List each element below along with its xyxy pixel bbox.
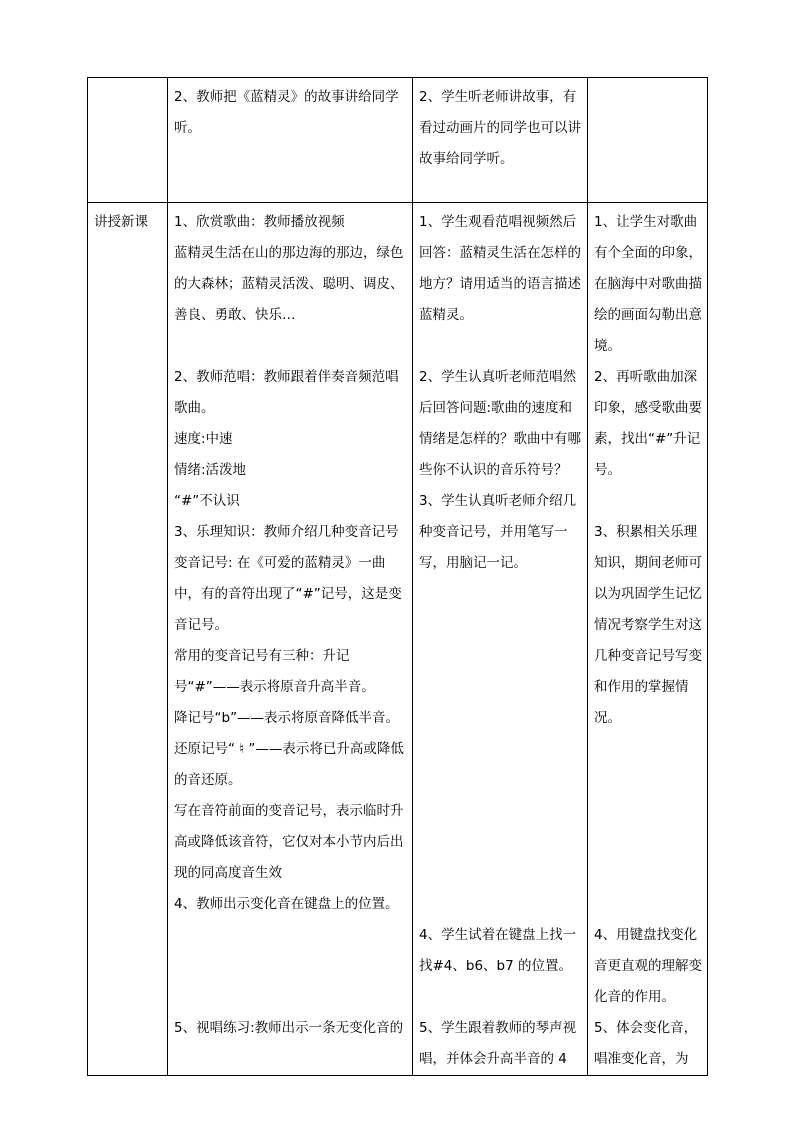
table-row (88, 203, 708, 1076)
teacher-activity-cell (168, 78, 413, 203)
paragraph: 写在音符前面的变音记号，表示临时升高或降低该音符，它仅对本小节内后出现的同高度音生效 (174, 803, 404, 881)
paragraph: 2、再听歌曲加深印象，感受歌曲要素，找出“#”升记号。 (594, 369, 702, 478)
paragraph (174, 331, 407, 362)
paragraph (594, 889, 702, 920)
paragraph (419, 827, 582, 858)
purpose-cell (588, 78, 708, 203)
paragraph (419, 982, 582, 1013)
paragraph (419, 610, 582, 641)
paragraph: “#”不认识 (174, 493, 240, 509)
paragraph: 蓝精灵生活在山的那边海的那边，绿色的大森林；蓝精灵活泼、聪明、调皮、善良、勇敢、快乐… (174, 245, 404, 323)
paragraph (594, 827, 702, 858)
paragraph (419, 765, 582, 796)
paragraph: 3、积累相关乐理知识，期间老师可以为巩固学生记忆情况考察学生对这几种变音记号写变和作用的掌握情况。 (594, 524, 702, 726)
paragraph: 3、学生认真听老师介绍几种变音记号，并用笔写一写，用脑记一记。 (419, 493, 577, 571)
section-cell (88, 203, 168, 1076)
paragraph: 还原记号“ ♮ ”——表示将已升高或降低的音还原。 (174, 741, 404, 788)
purpose-cell (588, 203, 708, 1076)
paragraph: 1、学生观看范唱视频然后回答：蓝精灵生活在怎样的地方？请用适当的语言描述蓝精灵。 (419, 214, 581, 323)
paragraph: 变音记号: 在《可爱的蓝精灵》一曲中，有的音符出现了“#”记号，这是变音记号。 (174, 555, 402, 633)
section-cell (88, 78, 168, 203)
paragraph: 5、体会变化音，唱准变化音，为 (594, 1020, 698, 1067)
section-label: 讲授新课 (94, 214, 148, 230)
teacher-text: 2、教师把《蓝精灵》的故事讲给同学听。 (174, 89, 399, 136)
lesson-plan-table (87, 77, 708, 1076)
paragraph (594, 858, 702, 889)
paragraph: 2、学生认真听老师范唱然后回答问题:歌曲的速度和情绪是怎样的？歌曲中有哪些你不认识的音乐符号？ (419, 369, 581, 478)
paragraph: 情绪:活泼地 (174, 462, 247, 478)
paragraph (419, 858, 582, 889)
paragraph (594, 486, 702, 517)
paragraph: 2、教师范唱：教师跟着伴奏音频范唱歌曲。 (174, 369, 399, 416)
paragraph: 5、学生跟着教师的琴声视唱，并体会升高半音的 4 (419, 1020, 577, 1067)
paragraph: 4、教师出示变化音在键盘上的位置。 (174, 896, 399, 912)
teacher-activity-cell (168, 203, 413, 1076)
paragraph (419, 579, 582, 610)
paragraph: 常用的变音记号有三种：升记号“#”——表示将原音升高半音。 (174, 648, 375, 695)
paragraph (594, 734, 702, 765)
paragraph (594, 796, 702, 827)
paragraph: 速度:中速 (174, 431, 233, 447)
student-activity-cell (413, 78, 588, 203)
paragraph (419, 331, 582, 362)
student-activity-cell (413, 203, 588, 1076)
paragraph: 1、欣赏歌曲：教师播放视频 (174, 214, 345, 230)
paragraph (419, 703, 582, 734)
paragraph: 降记号“b”——表示将原音降低半音。 (174, 710, 400, 726)
paragraph: 4、用键盘找变化音更直观的理解变化音的作用。 (594, 927, 702, 1005)
paragraph (174, 951, 407, 982)
paragraph (174, 920, 407, 951)
paragraph: 3、乐理知识：教师介绍几种变音记号 (174, 524, 399, 540)
paragraph: 1、让学生对歌曲有个全面的印象，在脑海中对歌曲描绘的画面勾勒出意境。 (594, 214, 702, 354)
paragraph (419, 734, 582, 765)
paragraph (419, 796, 582, 827)
paragraph (174, 982, 407, 1013)
paragraph (419, 641, 582, 672)
paragraph (594, 765, 702, 796)
paragraph: 4、学生试着在键盘上找一找#4、b6、b7 的位置。 (419, 927, 577, 974)
student-text: 2、学生听老师讲故事，有看过动画片的同学也可以讲故事给同学听。 (419, 89, 581, 167)
paragraph: 5、视唱练习:教师出示一条无变化音的 (174, 1020, 404, 1036)
paragraph (419, 889, 582, 920)
table-row (88, 78, 708, 203)
paragraph (419, 672, 582, 703)
